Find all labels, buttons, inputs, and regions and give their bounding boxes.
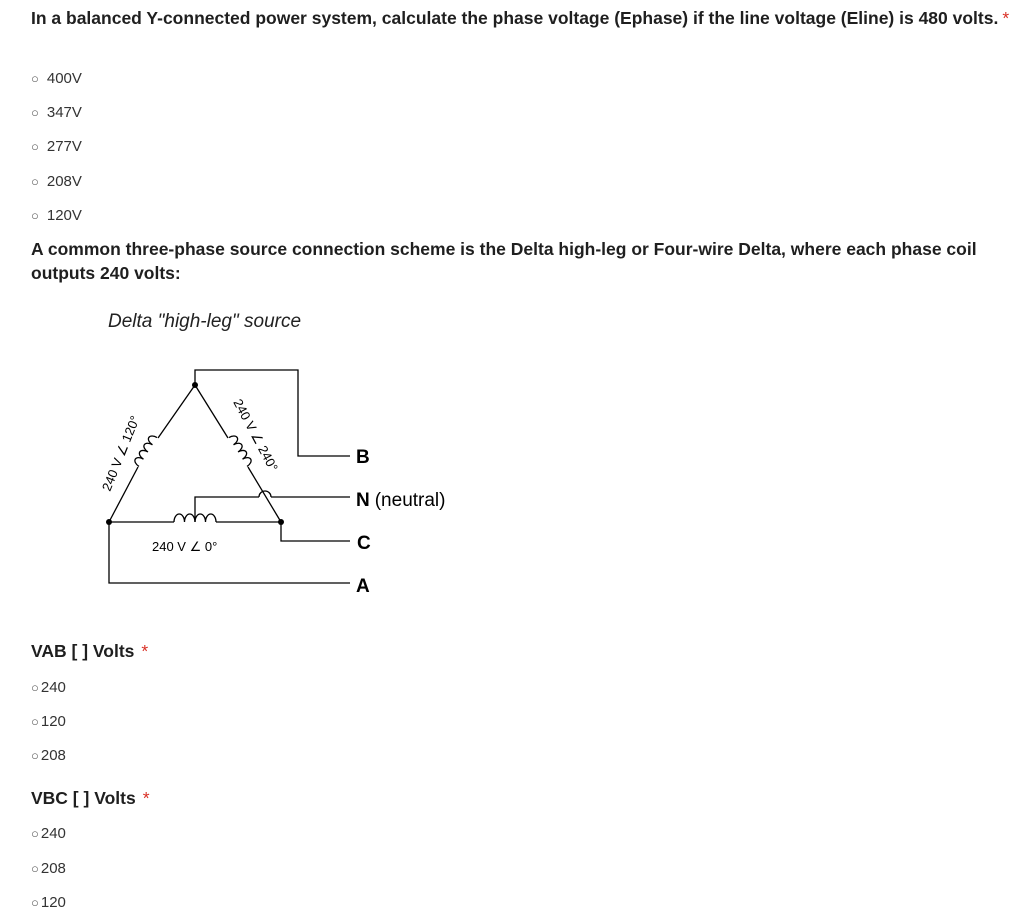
question-3-option-3[interactable] <box>31 894 66 912</box>
radio-icon[interactable]: ○ <box>31 748 39 763</box>
question-1-option-1[interactable] <box>31 70 82 88</box>
terminal-c-label: C <box>357 533 371 554</box>
question-1-option-3[interactable] <box>31 138 82 156</box>
junction-dot <box>192 382 198 388</box>
question-3-option-2[interactable] <box>31 860 66 878</box>
wire <box>195 385 228 438</box>
question-1-text: In a balanced Y-connected power system, calculate the phase voltage (Ephase) if the line voltage (Eline) is 480 volts. <box>31 8 999 28</box>
delta-high-leg-diagram <box>0 300 520 610</box>
junction-dot <box>278 519 284 525</box>
question-2-option-1[interactable] <box>31 679 66 697</box>
option-label: 120 <box>40 894 66 911</box>
radio-icon[interactable]: ○ <box>31 105 39 120</box>
radio-icon[interactable]: ○ <box>31 680 39 695</box>
radio-icon[interactable]: ○ <box>31 208 39 223</box>
radio-icon[interactable]: ○ <box>31 139 39 154</box>
question-2-text: VAB [ ] Volts <box>31 641 135 661</box>
required-asterisk: * <box>142 788 150 808</box>
option-label: 120V <box>46 207 82 224</box>
required-asterisk: * <box>1002 8 1010 28</box>
radio-icon[interactable]: ○ <box>31 71 39 86</box>
diagram-wiring <box>109 370 350 583</box>
question-3-title <box>31 786 150 810</box>
terminal-a-label: A <box>356 576 370 597</box>
option-label: 208V <box>46 173 82 190</box>
option-label: 400V <box>46 70 82 87</box>
question-1-option-4[interactable] <box>31 173 82 191</box>
terminal-n-label <box>356 490 445 511</box>
option-label: 347V <box>46 104 82 121</box>
question-2-option-2[interactable] <box>31 713 66 731</box>
question-3-text: VBC [ ] Volts <box>31 788 136 808</box>
option-label: 120 <box>40 713 66 730</box>
option-label: 240 <box>40 679 66 696</box>
question-1-option-5[interactable] <box>31 207 82 225</box>
question-3-option-1[interactable] <box>31 825 66 843</box>
coil-bottom-label: 240 V ∠ 0° <box>152 539 218 554</box>
coil-right-label: 240 V ∠ 240° <box>230 396 282 474</box>
radio-icon[interactable]: ○ <box>31 714 39 729</box>
junction-dot <box>106 519 112 525</box>
neutral-note: (neutral) <box>374 490 446 511</box>
section-description: A common three-phase source connection scheme is the Delta high-leg or Four-wire Delta, where each phase coil outputs 240 volts: <box>31 239 977 283</box>
wire <box>158 385 195 438</box>
radio-icon[interactable]: ○ <box>31 861 39 876</box>
required-asterisk: * <box>141 641 149 661</box>
wire <box>248 467 281 522</box>
option-label: 277V <box>46 138 82 155</box>
diagram-title: Delta "high-leg" source <box>108 311 302 332</box>
option-label: 208 <box>40 860 66 877</box>
radio-icon[interactable]: ○ <box>31 826 39 841</box>
radio-icon[interactable]: ○ <box>31 174 39 189</box>
wire-to-a <box>109 522 350 583</box>
question-2-option-3[interactable] <box>31 747 66 765</box>
question-1-option-2[interactable] <box>31 104 82 122</box>
option-label: 208 <box>40 747 66 764</box>
coil-left <box>133 434 157 467</box>
terminal-n: N <box>356 490 370 511</box>
wire-to-c <box>281 522 350 541</box>
terminal-b-label: B <box>356 447 370 468</box>
question-1-title <box>31 6 1011 30</box>
option-label: 240 <box>40 825 66 842</box>
wire-to-b <box>195 370 350 456</box>
radio-icon[interactable]: ○ <box>31 895 39 910</box>
question-2-title <box>31 639 148 663</box>
coil-left-label: 240 V ∠ 120° <box>98 413 143 494</box>
